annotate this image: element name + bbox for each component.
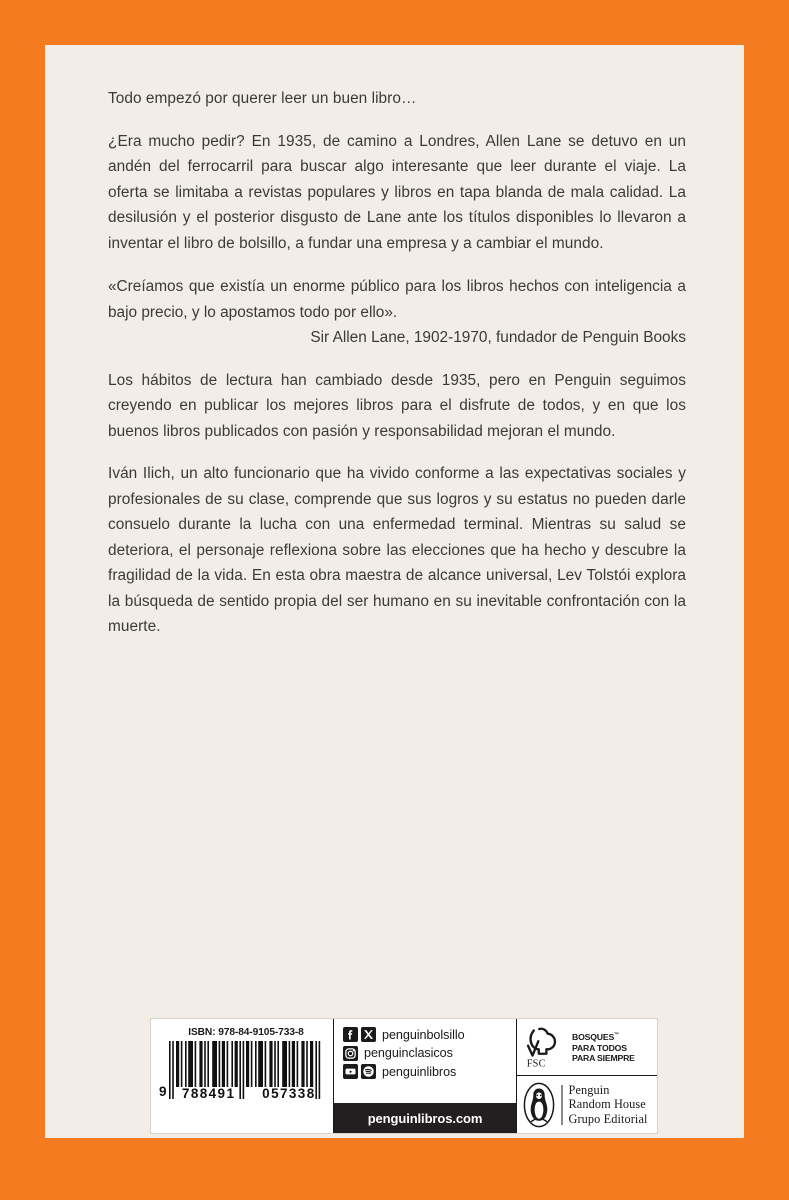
fsc-trademark: ™ [614, 1032, 619, 1039]
publisher-name-line2: Random House [568, 1097, 646, 1112]
website-bar[interactable] [334, 1103, 516, 1133]
publisher-logo-block [517, 1076, 657, 1133]
social-handle-libros[interactable]: penguinlibros [382, 1064, 457, 1079]
social-handles-list [334, 1019, 516, 1103]
fsc-slogan-line2: PARA TODOS [572, 1042, 627, 1053]
svg-text:FSC: FSC [526, 1057, 546, 1069]
fsc-slogan-line3: PARA SIEMPRE [572, 1053, 635, 1064]
social-row-libros[interactable] [343, 1064, 516, 1079]
barcode-lead-digit: 9 [159, 1083, 167, 1099]
barcode-group-left: 788491 [181, 1085, 236, 1101]
youtube-icon[interactable] [343, 1064, 358, 1079]
barcode-group-right: 057338 [262, 1085, 316, 1101]
hook-line: Todo empezó por querer leer un buen libro… [108, 90, 417, 107]
founder-quote-attribution: Sir Allen Lane, 1902-1970, fundador de Penguin Books [310, 329, 686, 346]
x-twitter-icon[interactable] [361, 1027, 376, 1042]
fsc-slogan [572, 1030, 635, 1064]
barcode [155, 1041, 329, 1099]
website-url[interactable]: penguinlibros.com [367, 1110, 483, 1126]
cream-panel [45, 45, 744, 1138]
barcode-digits [169, 1087, 329, 1101]
publisher-name [569, 1083, 648, 1126]
fsc-logo-block [517, 1019, 657, 1076]
social-media-cell [334, 1019, 517, 1133]
penguin-logo-icon [523, 1082, 555, 1128]
social-handle-clasicos[interactable]: penguinclasicos [364, 1046, 453, 1060]
logo-divider [561, 1085, 563, 1125]
isbn-barcode-cell [151, 1019, 334, 1133]
founder-quote: «Creíamos que existía un enorme público para los libros hechos con inteligencia a bajo precio, y lo apostamos todo por ello». [108, 278, 686, 321]
certification-and-publisher-cell [517, 1019, 657, 1133]
publisher-name-line3: Grupo Editorial [568, 1111, 648, 1126]
publisher-name-line1: Penguin [568, 1083, 610, 1098]
penguin-today-paragraph: Los hábitos de lectura han cambiado desde 1935, pero en Penguin seguimos creyendo en publicar los mejores libros para el disfrute de todos, y en que los buenos libros publicados con pasión y responsabilidad mejoran el mundo. [108, 371, 686, 440]
fsc-tree-checkmark-icon [524, 1026, 567, 1069]
founder-quote-block [108, 274, 686, 351]
footer-info-block [150, 1018, 658, 1134]
social-row-clasicos[interactable] [343, 1046, 516, 1061]
cover-text-content [108, 86, 686, 640]
social-handle-bolsillo[interactable]: penguinbolsillo [382, 1027, 465, 1042]
spotify-icon[interactable] [361, 1064, 376, 1079]
facebook-icon[interactable] [343, 1027, 358, 1042]
book-synopsis: Iván Ilich, un alto funcionario que ha vivido conforme a las expectativas sociales y profesionales de su clase, comprende que sus logros y su estatus no pueden darle consuelo durante la lucha con una enfermedad terminal. Mientras su salud se deteriora, el personaje reflexiona sobre las elecciones que ha hecho y descubre la fragilidad de la vida. En esta obra maestra de alcance universal, Lev Tolstói explora la búsqueda de sentido propia del ser humano en su inevitable confrontación con la muerte. [108, 465, 686, 635]
isbn-label: ISBN: 978-84-9105-733-8 [188, 1027, 304, 1038]
fsc-slogan-line1: BOSQUES [572, 1032, 615, 1043]
barcode-bars [169, 1041, 329, 1099]
publisher-story-paragraph: ¿Era mucho pedir? En 1935, de camino a Londres, Allen Lane se detuvo en un andén del ferrocarril para buscar algo interesante que leer durante el viaje. La oferta se limitaba a revistas populares y libros en tapa blanda de mala calidad. La desilusión y el posterior disgusto de Lane ante los títulos disponibles lo llevaron a inventar el libro de bolsillo, a fundar una empresa y a cambiar el mundo. [108, 132, 686, 252]
social-row-bolsillo[interactable] [343, 1027, 516, 1042]
instagram-icon[interactable] [343, 1046, 358, 1061]
